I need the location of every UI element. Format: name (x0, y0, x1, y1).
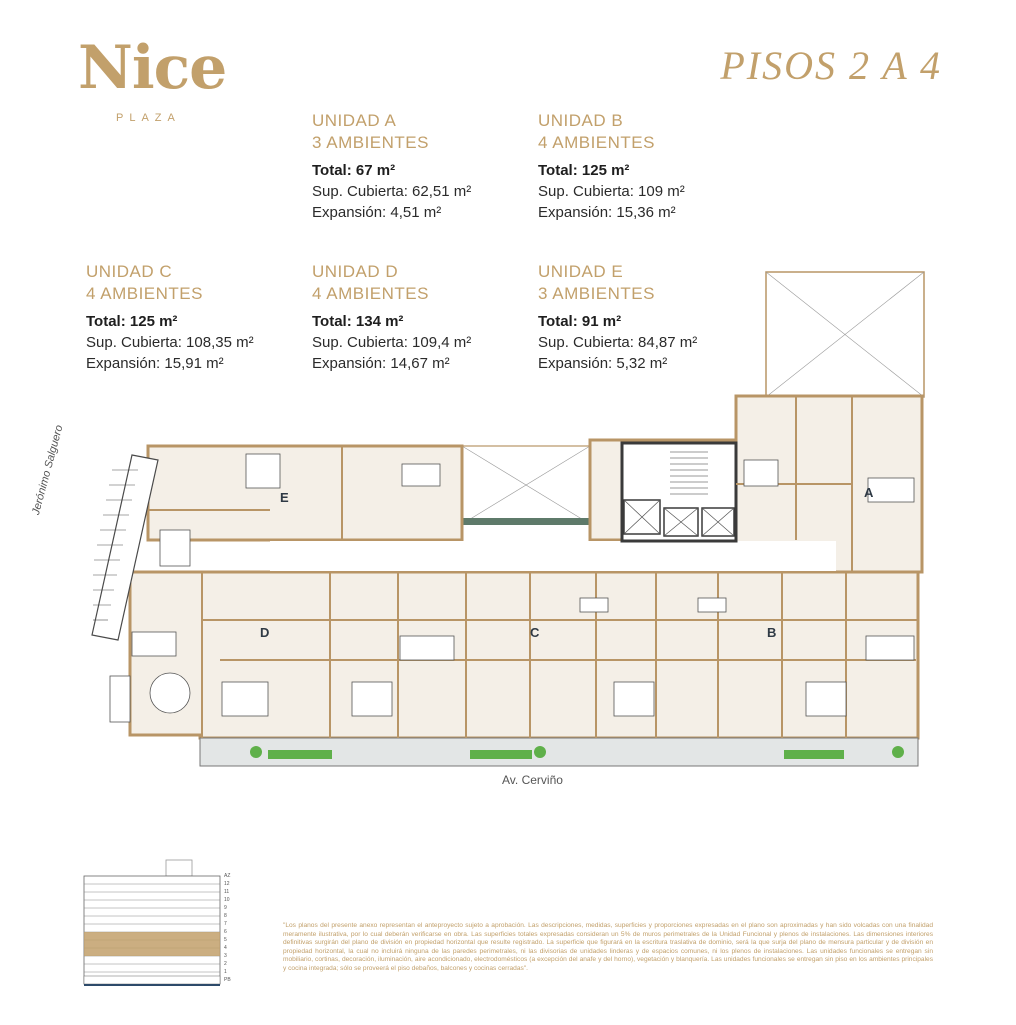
brand-subtitle: PLAZA (116, 112, 181, 124)
level-label: 7 (224, 921, 227, 927)
unit-total: Total: 125 m² (86, 313, 178, 330)
unit-label-c: C (530, 625, 540, 640)
unit-label-a: A (864, 485, 874, 500)
level-label: 4 (224, 945, 227, 951)
building-elevation (84, 860, 220, 985)
level-label: 3 (224, 953, 227, 959)
level-label: 12 (224, 881, 230, 887)
unit-rooms: 3 AMBIENTES (312, 133, 429, 152)
unit-total: Total: 67 m² (312, 162, 396, 179)
unit-label-d: D (260, 625, 270, 640)
level-label: 1 (224, 969, 227, 975)
level-label: 2 (224, 961, 227, 967)
level-label: 6 (224, 929, 227, 935)
light-well (462, 446, 590, 525)
unit-label-b: B (767, 625, 777, 640)
unit-covered: Sup. Cubierta: 62,51 m² (312, 183, 472, 200)
unit-name: UNIDAD A (312, 111, 397, 130)
roof-terrace (766, 272, 924, 397)
front-balcony (200, 738, 918, 766)
street-label-main: Av. Cerviño (502, 773, 563, 787)
unit-covered: Sup. Cubierta: 108,35 m² (86, 334, 254, 351)
unit-covered: Sup. Cubierta: 84,87 m² (538, 334, 698, 351)
unit-expansion: Expansión: 15,36 m² (538, 204, 676, 221)
level-label: PB (224, 977, 231, 983)
level-label: 9 (224, 905, 227, 911)
unit-rooms: 4 AMBIENTES (538, 133, 655, 152)
unit-covered: Sup. Cubierta: 109,4 m² (312, 334, 472, 351)
unit-name: UNIDAD D (312, 262, 399, 281)
unit-expansion: Expansión: 15,91 m² (86, 355, 224, 372)
brand-logo: Nice (78, 33, 227, 103)
unit-total: Total: 91 m² (538, 313, 622, 330)
unit-name: UNIDAD C (86, 262, 173, 281)
legal-disclaimer: "Los planos del presente anexo representan el anteproyecto sujeto a aprobación. Las descripciones, medidas, superficies y proporciones expresadas en el plano son aproximadas y han sido volcadas con una finalidad meramente ilustrativa, por lo cual deberán verificarse en obra. Las superficies totales expresadas consideran un 5% de muros perimetrales de la Unidad Funcional y plenos de instalaciones. Las dimensiones interiores definitivas surgirán del plano de división en propiedad horizontal que resulte registrado. La superficie que figurará en la escritura traslativa de dominio, será la que surja del plano de mensura particular y de división en propiedad horizontal, la cual no incluirá ninguna de las paredes perimetrales, ni las divisorias de unidades linderas y de espacios comunes, ni los plenos de instalaciones. Las unidades funcionales se entregan sin mobiliario, cortinas, decoración, iluminación, aire acondicionado, electrodomésticos (a excepción del anafe y del horno), vegetación y blanquería. Las unidades funcionales se entregan sin piso en los ambientes principales y cocina integrada; sólo se proveerá el piso debaños, balcones y cocinas cerradas". (283, 922, 933, 972)
unit-rooms: 3 AMBIENTES (538, 284, 655, 303)
level-label: 5 (224, 937, 227, 943)
unit-name: UNIDAD E (538, 262, 624, 281)
level-label: 10 (224, 897, 230, 903)
level-label: 8 (224, 913, 227, 919)
unit-rooms: 4 AMBIENTES (312, 284, 429, 303)
unit-expansion: Expansión: 14,67 m² (312, 355, 450, 372)
unit-expansion: Expansión: 5,32 m² (538, 355, 668, 372)
level-label: AZ (224, 873, 231, 879)
level-label: 11 (224, 889, 230, 895)
street-label-side: Jerónimo Salguero (30, 423, 66, 517)
building-core (622, 443, 736, 541)
floor-title: PISOS 2 A 4 (720, 43, 942, 88)
elevation-levels (224, 872, 240, 984)
unit-name: UNIDAD B (538, 111, 624, 130)
unit-expansion: Expansión: 4,51 m² (312, 204, 442, 221)
unit-total: Total: 125 m² (538, 162, 630, 179)
unit-total: Total: 134 m² (312, 313, 404, 330)
unit-label-e: E (280, 490, 289, 505)
unit-rooms: 4 AMBIENTES (86, 284, 203, 303)
unit-covered: Sup. Cubierta: 109 m² (538, 183, 685, 200)
